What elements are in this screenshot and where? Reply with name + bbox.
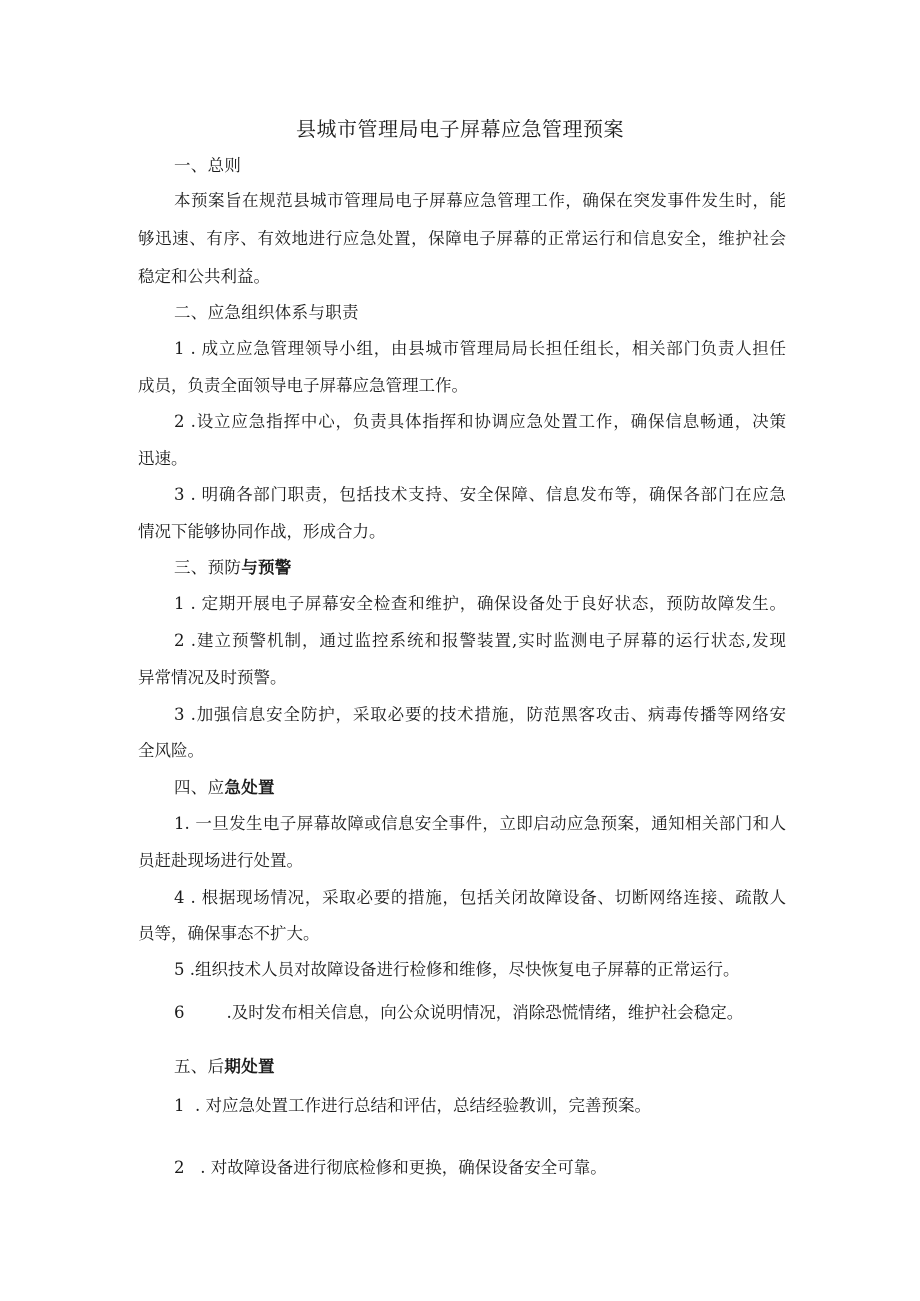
section-heading-organization: 二、应急组织体系与职责 (174, 303, 359, 322)
section-heading-aftermath (174, 1055, 275, 1079)
list-item-line: 员赶赴现场进行处置。 (138, 851, 303, 870)
list-item-line: 全风险。 (138, 741, 204, 760)
heading-text-bold: 与预警 (241, 558, 292, 577)
list-item-line: 成员，负责全面领导电子屏幕应急管理工作。 (138, 376, 468, 395)
list-item-line: 异常情况及时预警。 (138, 668, 287, 687)
list-item-line: 员等，确保事态不扩大。 (138, 924, 320, 943)
list-item-line: 迅速。 (138, 449, 188, 468)
paragraph-line: 稳定和公共利益。 (138, 267, 270, 286)
list-item-line: 2 .设立应急指挥中心，负责具体指挥和协调应急处置工作，确保信息畅通，决策 (174, 412, 786, 431)
section-heading-prevention (174, 556, 292, 580)
section-heading-general: 一、总则 (174, 156, 242, 175)
document-title: 县城市管理局电子屏幕应急管理预案 (296, 117, 624, 141)
paragraph-line: 本预案旨在规范县城市管理局电子屏幕应急管理工作，确保在突发事件发生时，能 (174, 191, 786, 210)
heading-text-bold: 急处置 (224, 778, 275, 797)
list-item-line: 4 . 根据现场情况，采取必要的措施，包括关闭故障设备、切断网络连接、疏散人 (174, 888, 786, 907)
list-item-line: 2 . 对故障设备进行彻底检修和更换，确保设备安全可靠。 (174, 1158, 607, 1177)
list-item-line: 5 .组织技术人员对故障设备进行检修和维修，尽快恢复电子屏幕的正常运行。 (174, 960, 740, 979)
heading-text: 四、应 (174, 778, 225, 797)
list-item-line: 1 . 成立应急管理领导小组，由县城市管理局局长担任组长，相关部门负责人担任 (174, 339, 786, 358)
heading-text: 五、后 (174, 1057, 225, 1076)
list-item-line: 2 .建立预警机制，通过监控系统和报警装置,实时监测电子屏幕的运行状态,发现 (174, 631, 786, 650)
heading-text: 三、预防 (174, 558, 242, 577)
heading-text-bold: 期处置 (224, 1057, 275, 1076)
list-item-line: 1 . 定期开展电子屏幕安全检查和维护，确保设备处于良好状态，预防故障发生。 (174, 594, 786, 613)
list-item-line: 3 .加强信息安全防护，采取必要的技术措施，防范黑客攻击、病毒传播等网络安 (174, 705, 786, 724)
list-item-line: 1 . 对应急处置工作进行总结和评估，总结经验教训，完善预案。 (174, 1096, 651, 1115)
list-item-line: 3 . 明确各部门职责，包括技术支持、安全保障、信息发布等，确保各部门在应急 (174, 485, 786, 504)
list-item-line: 1. 一旦发生电子屏幕故障或信息安全事件，立即启动应急预案，通知相关部门和人 (174, 814, 786, 833)
list-item-line: 6 .及时发布相关信息，向公众说明情况，消除恐慌情绪，维护社会稳定。 (174, 1003, 744, 1022)
paragraph-line: 够迅速、有序、有效地进行应急处置，保障电子屏幕的正常运行和信息安全，维护社会 (138, 229, 786, 248)
list-item-line: 情况下能够协同作战，形成合力。 (138, 522, 386, 541)
section-heading-response (174, 776, 275, 800)
